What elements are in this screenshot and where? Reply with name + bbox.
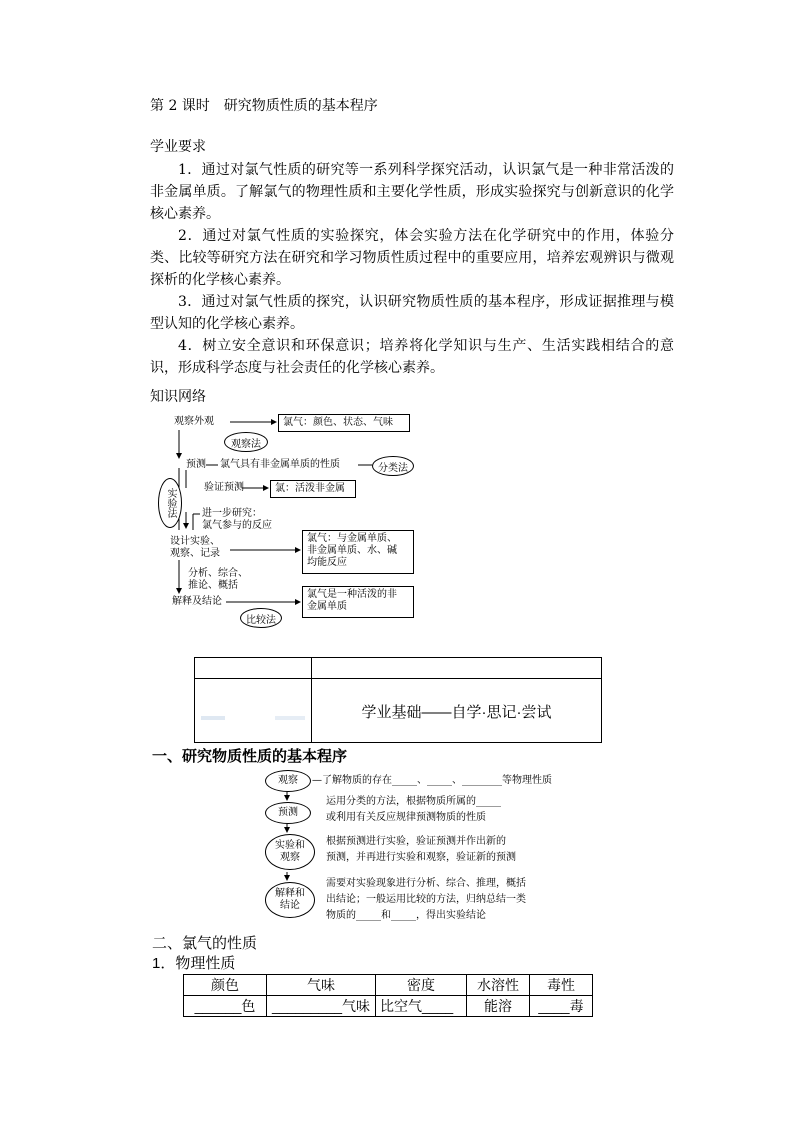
banner-decoration-left xyxy=(201,716,225,720)
classify-method-oval: 分类法 xyxy=(372,456,414,476)
requirement-4: 4．树立安全意识和环保意识；培养将化学知识与生产、生活实践相结合的意识，形成科学态度与社会责任的化学核心素养。 xyxy=(150,338,674,376)
react-result-box xyxy=(302,530,414,574)
table-row xyxy=(184,996,593,1017)
step-experiment-text xyxy=(326,834,516,866)
predict-label: 预测 xyxy=(186,459,206,470)
header-solubility: 水溶性 xyxy=(467,975,530,996)
physical-properties-heading: 1．物理性质 xyxy=(152,955,236,972)
analyze-line-1: 分析、综合、 xyxy=(188,568,248,579)
requirements-heading: 学业要求 xyxy=(150,139,206,155)
knowledge-network-diagram xyxy=(158,410,418,628)
banner-label: 学业基础——自学·思记·尝试 xyxy=(361,703,552,721)
observe-result-box: 氯气：颜色、状态、气味 xyxy=(278,414,410,432)
cell-color: ______色 xyxy=(184,996,267,1017)
step-conclusion-line-1: 需要对实验现象进行分析、综合、推理，概括 xyxy=(326,878,526,889)
step-experiment-oval: 实验和观察 xyxy=(265,834,315,870)
verify-label: 验证预测 xyxy=(204,482,244,493)
conclusion-line-2: 金属单质 xyxy=(307,601,347,612)
observe-method-oval: 观察法 xyxy=(224,432,268,452)
network-heading: 知识网络 xyxy=(150,389,206,405)
requirement-2: 2．通过对氯气性质的实验探究，体会实验方法在化学研究中的作用，体验分类、比较等研究方法在研究和学习物质性质过程中的重要应用，培养宏观辨识与微观探析的化学核心素养。 xyxy=(150,228,674,288)
step-experiment-line-2: 预测，并再进行实验和观察，验证新的预测 xyxy=(326,852,516,863)
predict-text: 氯气具有非金属单质的性质 xyxy=(220,459,340,470)
step-predict-oval: 预测 xyxy=(265,802,311,824)
header-color: 颜色 xyxy=(184,975,267,996)
study-banner xyxy=(194,657,602,743)
step-observe-text: —了解物质的存在_____、_____、________等物理性质 xyxy=(312,775,552,786)
procedure-diagram xyxy=(262,768,582,928)
step-conclusion-text xyxy=(326,876,526,924)
cell-toxicity: ____毒 xyxy=(530,996,593,1017)
step-observe-oval: 观察 xyxy=(265,770,311,792)
explain-label: 解释及结论 xyxy=(172,596,222,607)
step-predict-line-2: 或利用有关反应规律预测物质的性质 xyxy=(326,812,486,823)
react-line-2: 非金属单质、水、碱 xyxy=(307,545,397,556)
table-header-row xyxy=(184,975,593,996)
cell-solubility: 能溶 xyxy=(467,996,530,1017)
react-line-3: 均能反应 xyxy=(307,557,347,568)
physical-properties-table xyxy=(183,974,593,1017)
step-conclusion-line-2: 出结论；一般运用比较的方法，归纳总结一类 xyxy=(326,894,526,905)
verify-result-box: 氯：活泼非金属 xyxy=(270,480,356,498)
design-line-2: 观察、记录 xyxy=(170,548,220,559)
experiment-method-oval: 实验法 xyxy=(158,478,182,528)
step-predict-line-1: 运用分类的方法，根据物质所属的_____ xyxy=(326,796,501,807)
cell-smell: _________气味 xyxy=(267,996,376,1017)
section1-heading: 一、研究物质性质的基本程序 xyxy=(152,748,348,765)
conclusion-line-1: 氯气是一种活泼的非 xyxy=(307,589,397,600)
step-conclusion-line-3: 物质的_____和_____，得出实验结论 xyxy=(326,910,486,921)
analyze-line-2: 推论、概括 xyxy=(188,580,238,591)
header-smell: 气味 xyxy=(267,975,376,996)
compare-method-oval: 比较法 xyxy=(240,608,282,628)
design-line-1: 设计实验、 xyxy=(170,536,220,547)
further-line-2: 氯气参与的反应 xyxy=(202,520,272,531)
header-toxicity: 毒性 xyxy=(530,975,593,996)
requirement-3: 3．通过对氯气性质的探究，认识研究物质性质的基本程序，形成证据推理与模型认知的化学核心素养。 xyxy=(150,294,674,332)
section2-heading: 二、氯气的性质 xyxy=(152,935,258,952)
requirement-1: 1．通过对氯气性质的研究等一系列科学探究活动，认识氯气是一种非常活泼的非金属单质。了解氯气的物理性质和主要化学性质，形成实验探究与创新意识的化学核心素养。 xyxy=(150,162,674,222)
banner-top-row xyxy=(195,658,601,679)
step-conclusion-oval: 解释和结论 xyxy=(265,882,315,918)
further-line-1: 进一步研究： xyxy=(202,508,262,519)
react-line-1: 氯气：与金属单质、 xyxy=(307,533,397,544)
cell-density: 比空气____ xyxy=(376,996,467,1017)
lesson-title: 第 2 课时 研究物质性质的基本程序 xyxy=(150,98,378,114)
observe-label: 观察外观 xyxy=(174,416,214,427)
step-predict-text xyxy=(326,794,501,826)
step-experiment-line-1: 根据预测进行实验，验证预测并作出新的 xyxy=(326,836,506,847)
conclusion-box xyxy=(302,586,414,618)
banner-decoration-right xyxy=(275,716,305,720)
header-density: 密度 xyxy=(376,975,467,996)
